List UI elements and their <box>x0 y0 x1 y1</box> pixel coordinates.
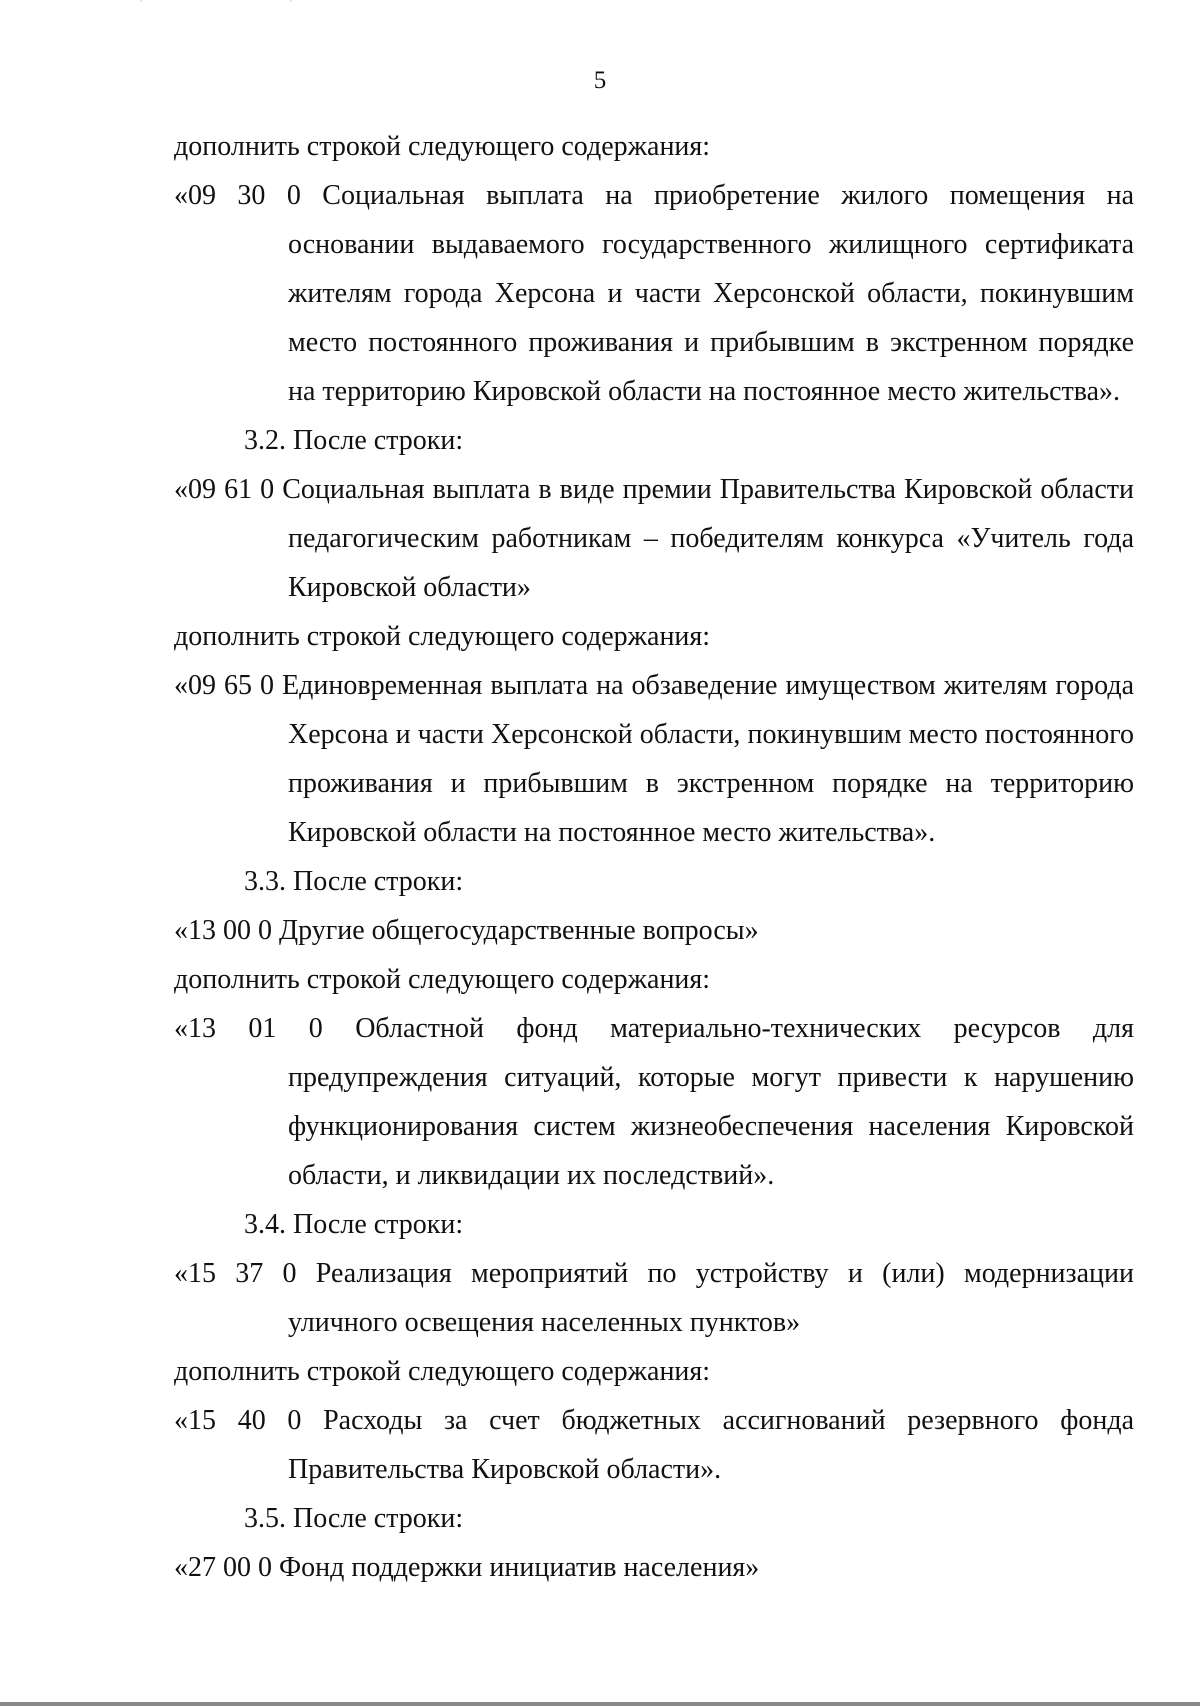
paragraph-entry-15-40-0: «15 40 0 Расходы за счет бюджетных ассигнований резервного фонда Правительства Кировской области». <box>174 1405 1134 1485</box>
paragraph-entry-15-37-0: «15 37 0 Реализация мероприятий по устройству и (или) модернизации уличного освещения населенных пунктов» <box>174 1258 1134 1338</box>
paragraph-add-line-1: дополнить строкой следующего содержания: <box>174 131 711 162</box>
paragraph-entry-13-01-0: «13 01 0 Областной фонд материально-технических ресурсов для предупреждения ситуаций, которые могут привести к нарушению функционирования систем жизнеобеспечения населения Кировской области, и ликвидации их последствий». <box>174 1013 1134 1191</box>
paragraph-entry-09-30-0: «09 30 0 Социальная выплата на приобретение жилого помещения на основании выдаваемого государственного жилищного сертификата жителям города Херсона и части Херсонской области, покинувшим место постоянного проживания и прибывшим в экстренном порядке на территорию Кировской области на постоянное место жительства». <box>174 180 1134 407</box>
paragraph-entry-09-61-0: «09 61 0 Социальная выплата в виде премии Правительства Кировской области педагогическим работникам – победителям конкурса «Учитель года Кировской области» <box>174 474 1134 603</box>
paragraph-add-line-2: дополнить строкой следующего содержания: <box>174 621 711 652</box>
document-body <box>174 122 1134 1592</box>
paragraph-entry-09-65-0: «09 65 0 Единовременная выплата на обзаведение имуществом жителям города Херсона и части Херсонской области, покинувшим место постоянного проживания и прибывшим в экстренном порядке на территорию Кировской области на постоянное место жительства». <box>174 670 1134 848</box>
paragraph-item-3-3: 3.3. После строки: <box>244 866 464 897</box>
paragraph-entry-27-00-0: «27 00 0 Фонд поддержки инициатив населения» <box>174 1552 760 1583</box>
paragraph-add-line-4: дополнить строкой следующего содержания: <box>174 1356 711 1387</box>
scan-edge-bottom <box>0 1702 1200 1706</box>
paragraph-item-3-5: 3.5. После строки: <box>244 1503 464 1534</box>
scan-edge-top <box>0 0 1200 2</box>
paragraph-entry-13-00-0: «13 00 0 Другие общегосударственные вопросы» <box>174 915 759 946</box>
page-number: 5 <box>593 67 607 94</box>
paragraph-item-3-2: 3.2. После строки: <box>244 425 464 456</box>
paragraph-item-3-4: 3.4. После строки: <box>244 1209 464 1240</box>
paragraph-add-line-3: дополнить строкой следующего содержания: <box>174 964 711 995</box>
